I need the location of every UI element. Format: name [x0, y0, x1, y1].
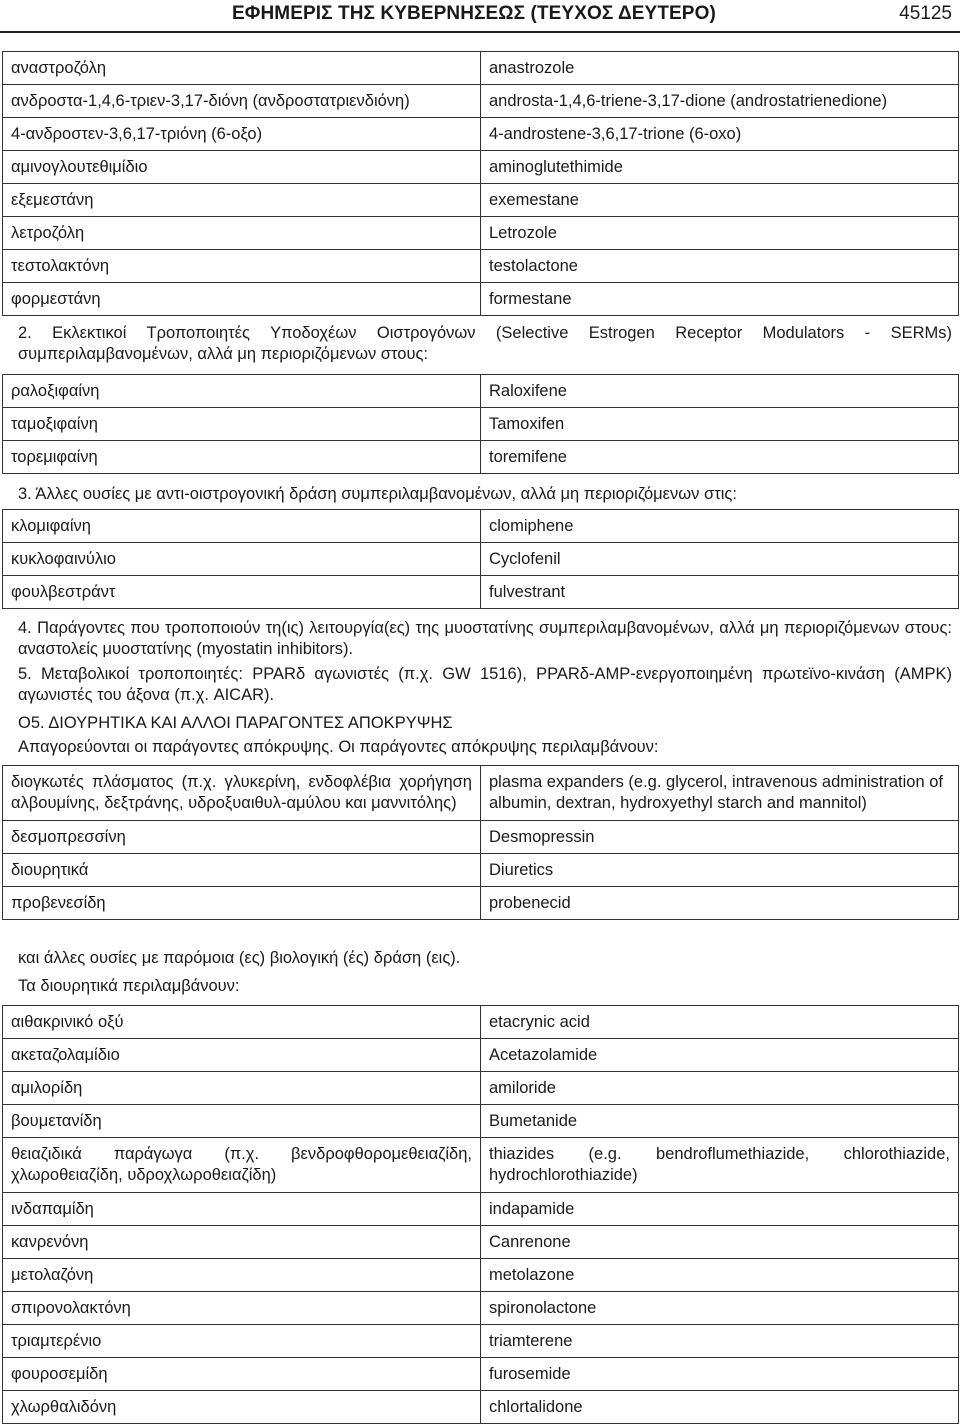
greek-term: σπιρονολακτόνη: [3, 1292, 481, 1325]
serm-table: [2, 374, 959, 474]
table-row: [3, 1138, 959, 1193]
table-row: [3, 1105, 959, 1138]
header-rule: [0, 31, 960, 33]
english-term: Diuretics: [481, 854, 959, 887]
table-row: [3, 1325, 959, 1358]
english-term: Canrenone: [481, 1226, 959, 1259]
greek-term: φορμεστάνη: [3, 283, 481, 316]
table-row: [3, 1358, 959, 1391]
greek-term: προβενεσίδη: [3, 887, 481, 920]
english-term: metolazone: [481, 1259, 959, 1292]
greek-term: αιθακρινικό οξύ: [3, 1006, 481, 1039]
table-row: [3, 1193, 959, 1226]
english-term: fulvestrant: [481, 576, 959, 609]
table-row: [3, 408, 959, 441]
table-row: [3, 854, 959, 887]
english-term: androsta-1,4,6-triene-3,17-dione (androstatrienedione): [481, 85, 959, 118]
english-term: Acetazolamide: [481, 1039, 959, 1072]
section-s5-heading: Ο5. ΔΙΟΥΡΗΤΙΚΑ ΚΑΙ ΑΛΛΟΙ ΠΑΡΑΓΟΝΤΕΣ ΑΠΟΚΡΥΨΗΣ: [18, 714, 453, 732]
table-row: [3, 151, 959, 184]
english-term: indapamide: [481, 1193, 959, 1226]
greek-term: ακεταζολαμίδιο: [3, 1039, 481, 1072]
greek-term: λετροζόλη: [3, 217, 481, 250]
english-term: Tamoxifen: [481, 408, 959, 441]
table-row: [3, 1006, 959, 1039]
english-term: Desmopressin: [481, 821, 959, 854]
english-term: 4-androstene-3,6,17-trione (6-oxo): [481, 118, 959, 151]
greek-term: τεστολακτόνη: [3, 250, 481, 283]
english-term: testolactone: [481, 250, 959, 283]
table-row: [3, 1072, 959, 1105]
table-row: [3, 85, 959, 118]
greek-term: χλωρθαλιδόνη: [3, 1391, 481, 1424]
greek-term: κυκλοφαινύλιο: [3, 543, 481, 576]
anti-estrogenic-paragraph: 3. Άλλες ουσίες με αντι-οιστρογονική δράση συμπεριλαμβανομένων, αλλά μη περιοριζόμενων στις:: [18, 485, 737, 503]
diuretics-table: [2, 1005, 959, 1424]
greek-term: κανρενόνη: [3, 1226, 481, 1259]
table-row: [3, 821, 959, 854]
greek-term: 4-ανδροστεν-3,6,17-τριόνη (6-οξο): [3, 118, 481, 151]
greek-term: θειαζιδικά παράγωγα (π.χ. βενδροφθορομεθειαζίδη, χλωροθειαζίδη, υδροχλωροθειαζίδη): [3, 1138, 481, 1193]
greek-term: βουμετανίδη: [3, 1105, 481, 1138]
english-term: Raloxifene: [481, 375, 959, 408]
greek-term: ραλοξιφαίνη: [3, 375, 481, 408]
gazette-title: ΕΦΗΜΕΡΙΣ ΤΗΣ ΚΥΒΕΡΝΗΣΕΩΣ (ΤΕΥΧΟΣ ΔΕΥΤΕΡΟ): [232, 3, 716, 24]
table-row: [3, 1292, 959, 1325]
table-row: [3, 250, 959, 283]
greek-term: δεσμοπρεσσίνη: [3, 821, 481, 854]
english-term: Bumetanide: [481, 1105, 959, 1138]
page-number: 45125: [899, 3, 952, 24]
metabolic-modulators-paragraph: 5. Μεταβολικοί τροποποιητές: PPARδ αγωνιστές (π.χ. GW 1516), PPARδ-AMP-ενεργοποιημένη πρωτεϊνο-κινάση (AMPK) αγωνιστές του άξονα (π.χ. AICAR).: [18, 665, 952, 704]
table-row: [3, 510, 959, 543]
table-row: [3, 1226, 959, 1259]
english-term: Letrozole: [481, 217, 959, 250]
table-row: [3, 1039, 959, 1072]
table-row: [3, 1391, 959, 1424]
greek-term: διουρητικά: [3, 854, 481, 887]
greek-term: μετολαζόνη: [3, 1259, 481, 1292]
greek-term: ανδροστα-1,4,6-τριεν-3,17-διόνη (ανδροστατριενδιόνη): [3, 85, 481, 118]
table-row: [3, 52, 959, 85]
myostatin-paragraph: 4. Παράγοντες που τροποποιούν τη(ις) λειτουργία(ες) της μυοστατίνης συμπεριλαμβανομένων, αλλά μη περιοριζόμενων στους: αναστολείς μυοστατίνης (myostatin inhibitors).: [18, 619, 952, 658]
table-row: [3, 375, 959, 408]
greek-term: αμιλορίδη: [3, 1072, 481, 1105]
table-row: [3, 441, 959, 474]
english-term: toremifene: [481, 441, 959, 474]
greek-term: ινδαπαμίδη: [3, 1193, 481, 1226]
aromatase-inhibitor-table: [2, 51, 959, 316]
greek-term: τορεμιφαίνη: [3, 441, 481, 474]
table-row: [3, 283, 959, 316]
english-term: furosemide: [481, 1358, 959, 1391]
masking-agents-intro: Απαγορεύονται οι παράγοντες απόκρυψης. Οι παράγοντες απόκρυψης περιλαμβάνουν:: [18, 738, 659, 756]
english-term: triamterene: [481, 1325, 959, 1358]
greek-term: κλομιφαίνη: [3, 510, 481, 543]
greek-term: τριαμτερένιο: [3, 1325, 481, 1358]
table-row: [3, 887, 959, 920]
anti-estrogenic-table: [2, 509, 959, 609]
english-term: formestane: [481, 283, 959, 316]
greek-term: διογκωτές πλάσματος (π.χ. γλυκερίνη, ενδοφλέβια χορήγηση αλβουμίνης, δεξτράνης, υδροξυαιθυλ-αμύλου και μαννιτόλης): [3, 766, 481, 821]
greek-term: εξεμεστάνη: [3, 184, 481, 217]
table-row: [3, 576, 959, 609]
english-term: plasma expanders (e.g. glycerol, intravenous administration of albumin, dextran, hydroxyethyl starch and mannitol): [481, 766, 959, 821]
english-term: anastrozole: [481, 52, 959, 85]
english-term: clomiphene: [481, 510, 959, 543]
page-header: [0, 0, 960, 30]
table-row: [3, 1259, 959, 1292]
english-term: probenecid: [481, 887, 959, 920]
table-row: [3, 184, 959, 217]
english-term: aminoglutethimide: [481, 151, 959, 184]
english-term: etacrynic acid: [481, 1006, 959, 1039]
english-term: amiloride: [481, 1072, 959, 1105]
english-term: thiazides (e.g. bendroflumethiazide, chlorothiazide, hydrochlorothiazide): [481, 1138, 959, 1193]
english-term: spironolactone: [481, 1292, 959, 1325]
greek-term: φουροσεμίδη: [3, 1358, 481, 1391]
table-row: [3, 766, 959, 821]
table-row: [3, 543, 959, 576]
english-term: Cyclofenil: [481, 543, 959, 576]
english-term: chlortalidone: [481, 1391, 959, 1424]
serm-paragraph: 2. Εκλεκτικοί Τροποποιητές Υποδοχέων Οιστρογόνων (Selective Estrogen Receptor Modulators - SERMs) συμπεριλαμβανομένων, αλλά μη περιοριζόμενων στους:: [18, 324, 952, 363]
english-term: exemestane: [481, 184, 959, 217]
similar-effect-note: και άλλες ουσίες με παρόμοια (ες) βιολογική (ές) δράση (εις).: [18, 949, 461, 967]
table-row: [3, 118, 959, 151]
greek-term: αμινογλουτεθιμίδιο: [3, 151, 481, 184]
diuretics-intro: Τα διουρητικά περιλαμβάνουν:: [18, 977, 240, 995]
table-row: [3, 217, 959, 250]
greek-term: αναστροζόλη: [3, 52, 481, 85]
greek-term: φουλβεστράντ: [3, 576, 481, 609]
masking-agents-table: [2, 765, 959, 920]
greek-term: ταμοξιφαίνη: [3, 408, 481, 441]
